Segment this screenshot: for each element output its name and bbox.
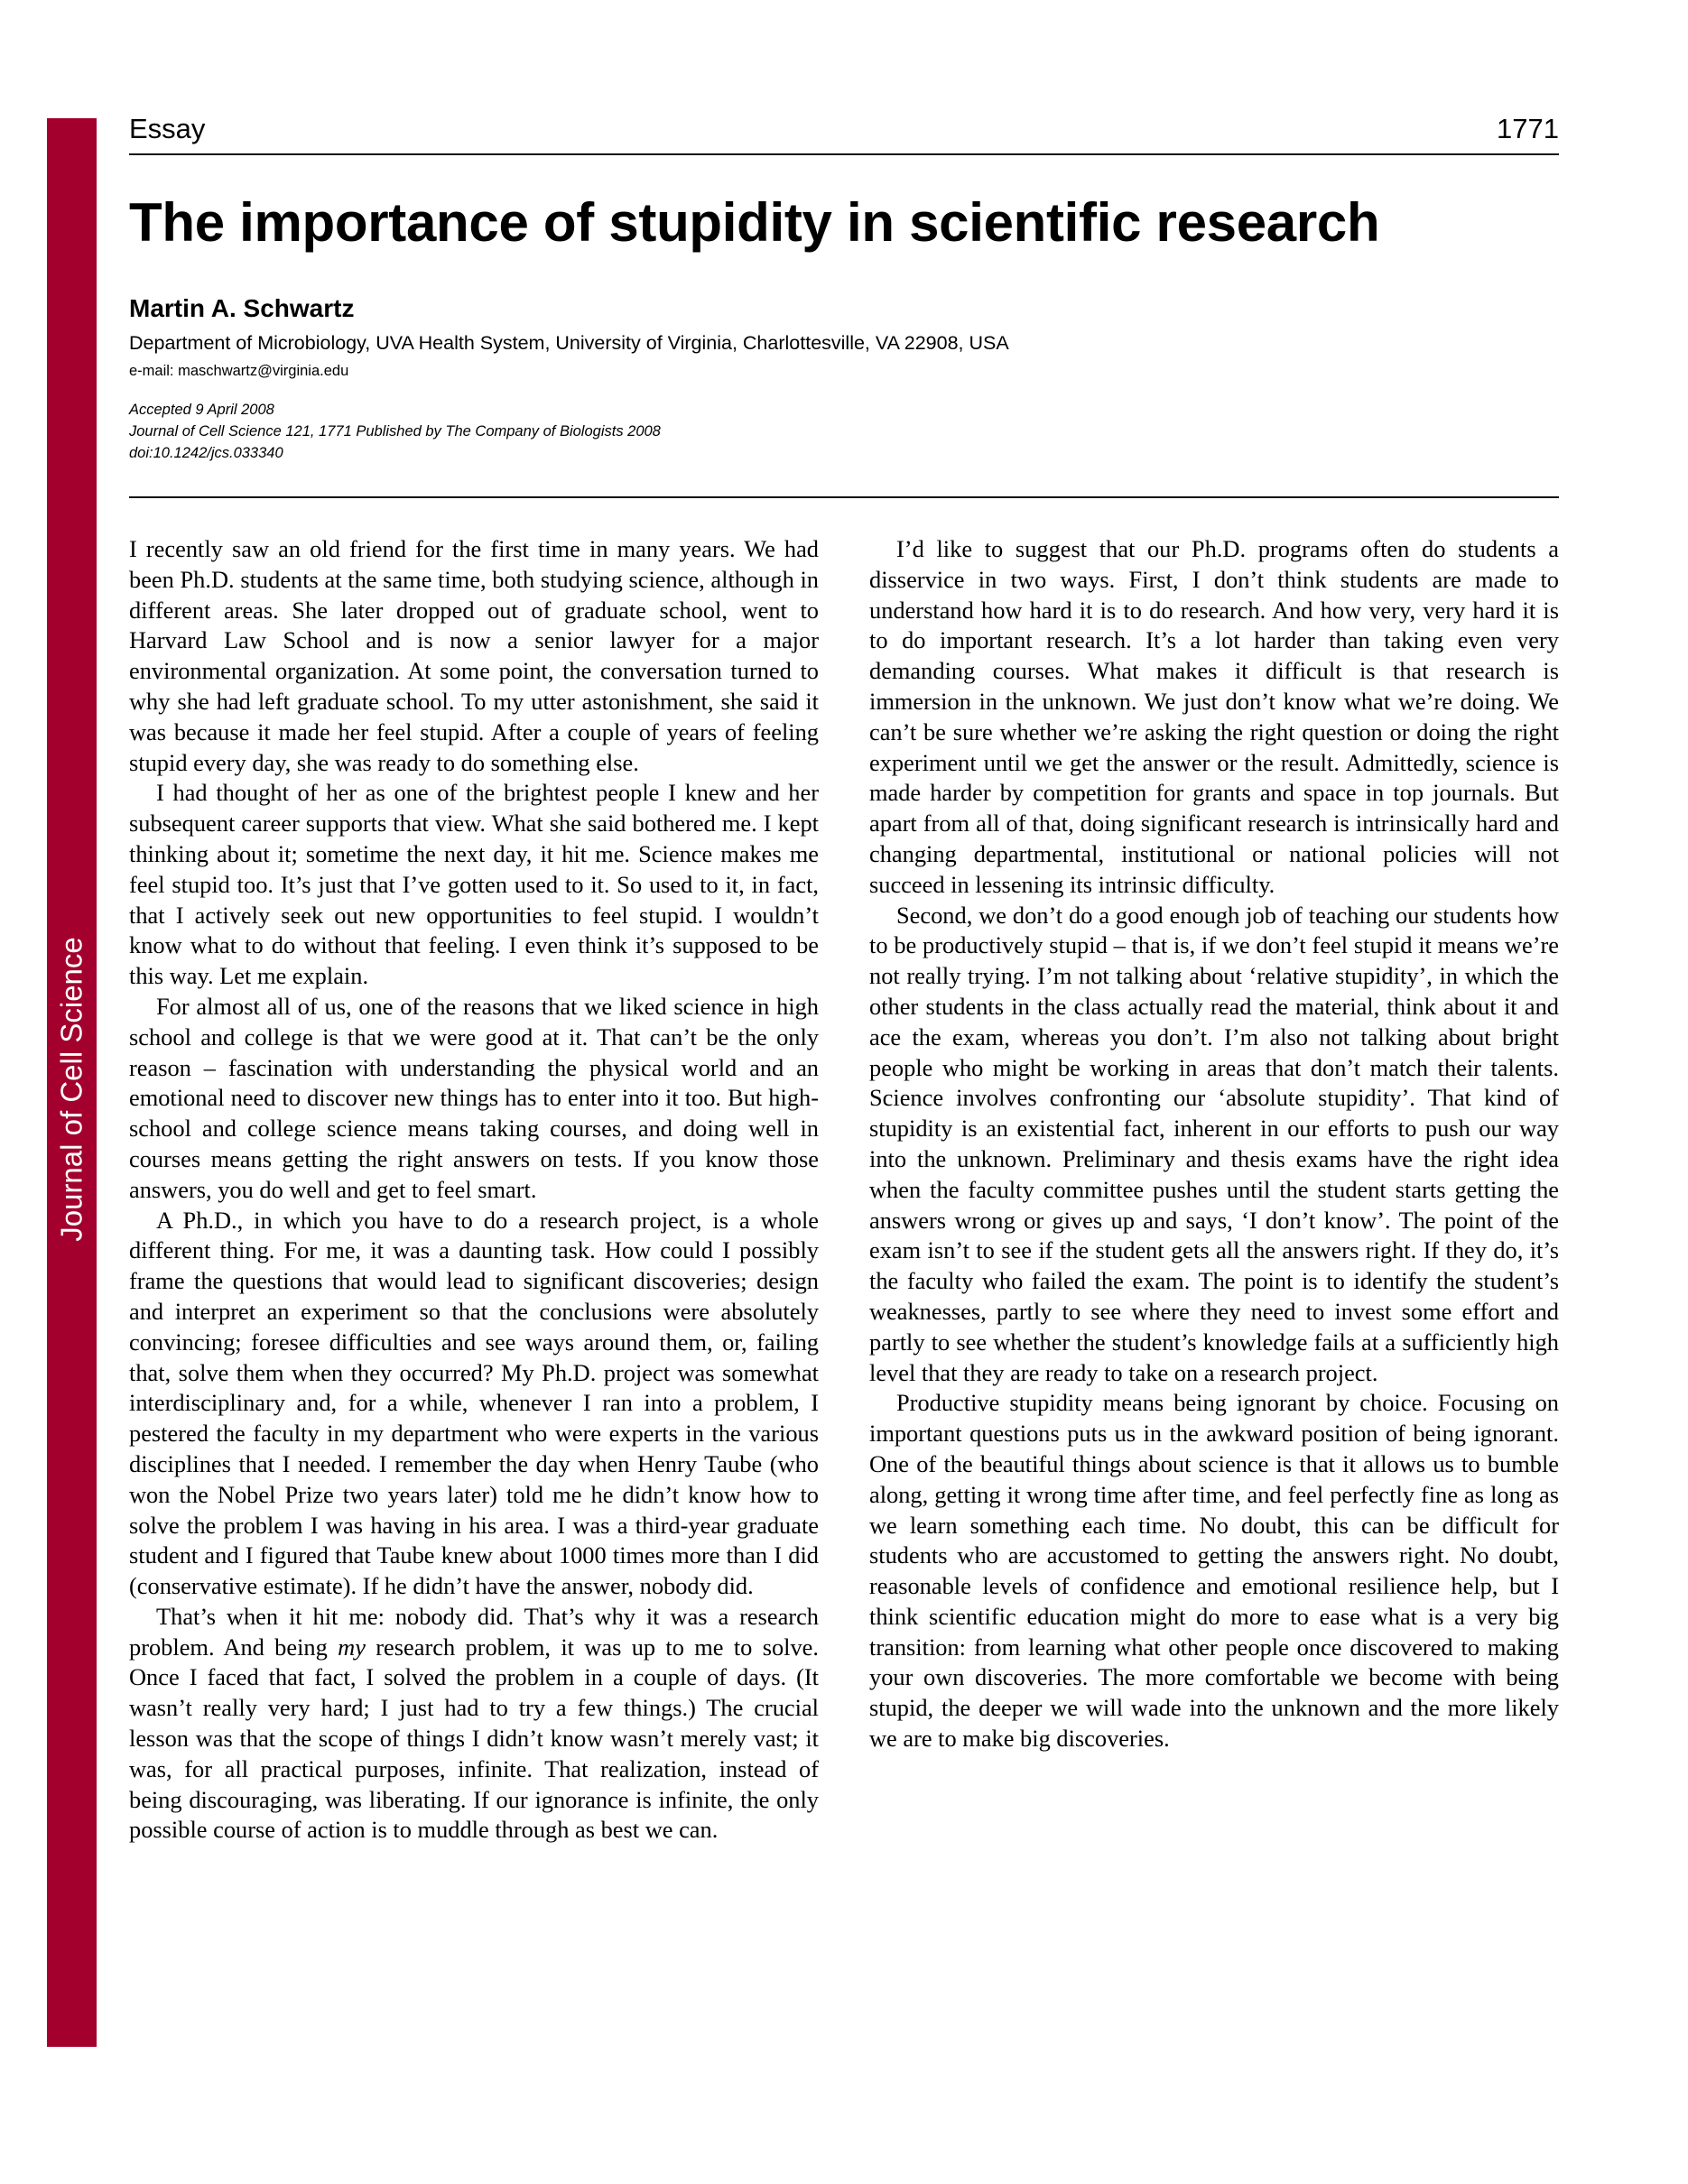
journal-name-vertical: Journal of Cell Science — [54, 937, 88, 1242]
section-label: Essay — [129, 113, 206, 144]
paragraph: I had thought of her as one of the brightest people I knew and her subsequent career supports that view. What she said bothered me. I kept thinking about it; sometime the next day, it hit me. Science makes me feel stupid too. It’s just that I’ve gotten used to it. So used to it, in fact, that I actively seek out new opportunities to feel stupid. I wouldn’t know what to do without that feeling. I even think it’s supposed to be this way. Let me explain. — [129, 779, 819, 990]
paragraph-text: research problem, it was up to me to solve. Once I faced that fact, I solved the problem in a couple of days. (It wasn’t really very hard; I just had to try a few things.) The crucial lesson was that the scope of things I didn’t know wasn’t merely vast; it was, for all practical purposes, infinite. That realization, instead of being discouraging, was liberating. If our ignorance is infinite, the only possible course of action is to muddle through as best we can. — [129, 1633, 819, 1844]
paragraph: For almost all of us, one of the reasons that we liked science in high school and college is that we were good at it. That can’t be the only reason – fascination with understanding the physical world and an emotional need to discover new things has to enter into it too. But high-school and college science means taking courses, and doing well in courses means getting the right answers on tests. If you know those answers, you do well and get to feel smart. — [129, 992, 819, 1203]
journal-citation: Journal of Cell Science 121, 1771 Published by The Company of Biologists 2008 — [129, 423, 661, 440]
header-rule — [129, 153, 1559, 155]
publication-info — [129, 399, 661, 464]
paragraph: I’d like to suggest that our Ph.D. programs often do students a disservice in two ways. First, I don’t think students are made to understand how hard it is to do research. And how very, very hard it is to do important research. It’s a lot harder than taking even very demanding courses. What makes it difficult is that research is immersion in the unknown. We just don’t know what we’re doing. We can’t be sure whether we’re asking the right question or doing the right experiment until we get the answer or the result. Admittedly, science is made harder by competition for grants and space in top journals. But apart from all of that, doing significant research is intrinsically hard and changing departmental, institutional or national policies will not succeed in lessening its intrinsic difficulty. — [869, 535, 1559, 898]
author-email: e-mail: maschwartz@virginia.edu — [129, 363, 349, 379]
paragraph-text: That’s when it hit me: nobody did. That’s why it was a research problem. And being — [129, 1602, 819, 1661]
paragraph: I recently saw an old friend for the first time in many years. We had been Ph.D. students at the same time, both studying science, although in different areas. She later dropped out of graduate school, went to Harvard Law School and is now a senior lawyer for a major environmental organization. At some point, the conversation turned to why she had left graduate school. To my utter astonishment, she said it was because it made her feel stupid. After a couple of years of feeling stupid every day, she was ready to do something else. — [129, 535, 819, 776]
paragraph: Productive stupidity means being ignorant by choice. Focusing on important questions puts us in the awkward position of being ignorant. One of the beautiful things about science is that it allows us to bumble along, getting it wrong time after time, and feel perfectly fine as long as we learn something each time. No doubt, this can be difficult for students who are accustomed to getting the answers right. No doubt, reasonable levels of confidence and emotional resilience help, but I think scientific education might do more to ease what is a very big transition: from learning what other people once discovered to making your own discoveries. The more comfortable we become with being stupid, the deeper we will wade into the unknown and the more likely we are to make big discoveries. — [869, 1389, 1559, 1753]
body-column-left — [129, 534, 819, 1846]
abstract-rule — [129, 496, 1559, 498]
author-affiliation: Department of Microbiology, UVA Health System, University of Virginia, Charlottesville, VA 22908, USA — [129, 332, 1009, 354]
article-title: The importance of stupidity in scientific research — [129, 192, 1380, 253]
running-head — [129, 112, 1559, 146]
body-column-right — [869, 534, 1559, 1754]
accepted-date: Accepted 9 April 2008 — [129, 402, 274, 418]
author-name: Martin A. Schwartz — [129, 294, 355, 322]
doi: doi:10.1242/jcs.033340 — [129, 445, 283, 461]
paragraph — [129, 1602, 819, 1846]
page-number: 1771 — [1497, 113, 1559, 144]
emphasis-text: my — [338, 1633, 366, 1661]
paragraph: Second, we don’t do a good enough job of teaching our students how to be productively stupid – that is, if we don’t feel stupid it means we’re not really trying. I’m not talking about ‘relative stupidity’, in which the other students in the class actually read the material, think about it and ace the exam, whereas you don’t. I’m also not talking about bright people who might be working in areas that don’t match their talents. Science involves confronting our ‘absolute stupidity’. That kind of stupidity is an existential fact, inherent in our efforts to push our way into the unknown. Preliminary and thesis exams have the right idea when the faculty committee pushes until the student starts getting the answers wrong or gives up and says, ‘I don’t know’. The point of the exam isn’t to see if the student gets all the answers right. If they do, it’s the faculty who failed the exam. The point is to identify the student’s weaknesses, partly to see where they need to invest some effort and partly to see whether the student’s knowledge fails at a sufficiently high level that they are ready to take on a research project. — [869, 901, 1559, 1386]
paragraph: A Ph.D., in which you have to do a research project, is a whole different thing. For me, it was a daunting task. How could I possibly frame the questions that would lead to significant discoveries; design and interpret an experiment so that the conclusions were absolutely convincing; foresee difficulties and see ways around them, or, failing that, solve them when they occurred? My Ph.D. project was somewhat interdisciplinary and, for a while, whenever I ran into a problem, I pestered the faculty in my department who were experts in the various disciplines that I needed. I remember the day when Henry Taube (who won the Nobel Prize two years later) told me he didn’t know how to solve the problem I was having in his area. I was a third-year graduate student and I figured that Taube knew about 1000 times more than I did (conservative estimate). If he didn’t have the answer, nobody did. — [129, 1206, 819, 1600]
